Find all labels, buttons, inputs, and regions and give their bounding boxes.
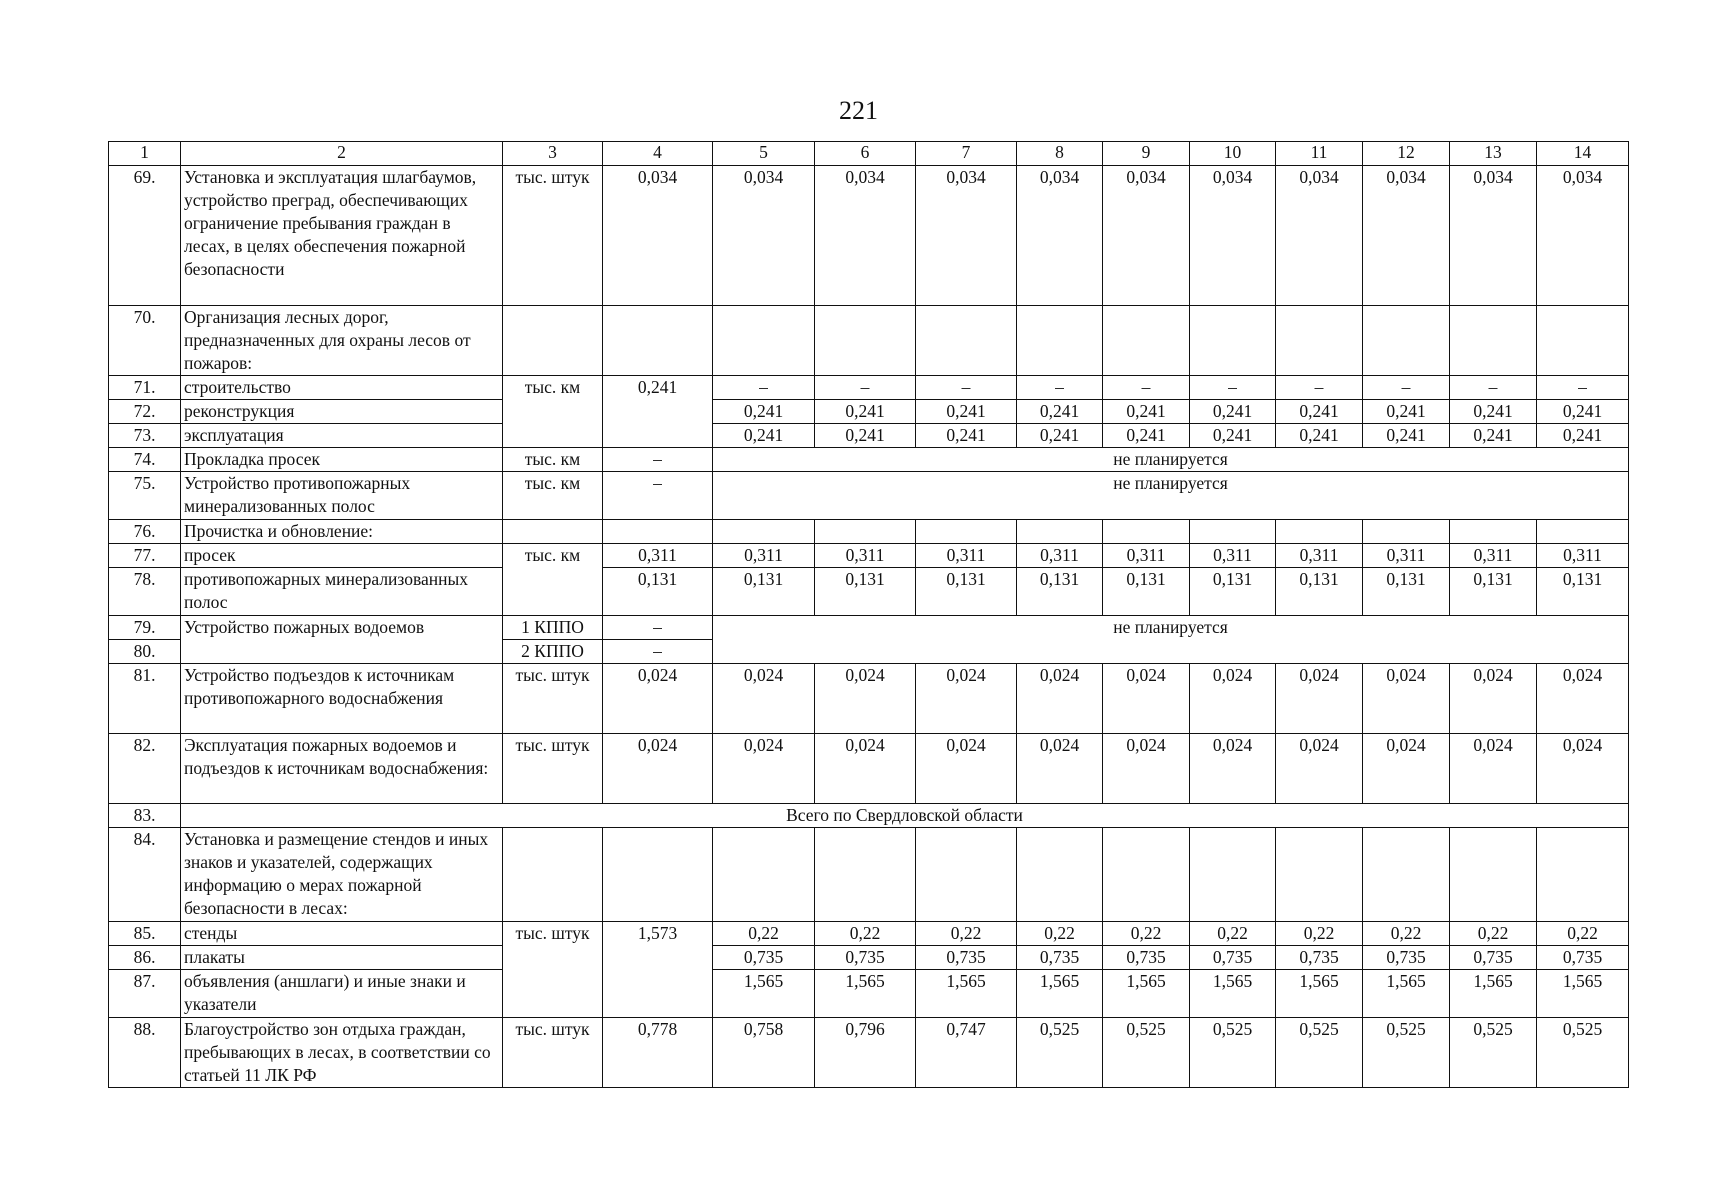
column-number: 13 [1450, 142, 1537, 166]
year-value: 0,131 [1450, 568, 1537, 616]
row-number: 87. [109, 970, 181, 1018]
row-number: 83. [109, 804, 181, 828]
row-number: 74. [109, 448, 181, 472]
column-number: 1 [109, 142, 181, 166]
year-value: 0,735 [1450, 946, 1537, 970]
table-row [109, 804, 1629, 828]
year-value: 0,034 [815, 166, 916, 306]
row-unit: 2 КППО [503, 640, 603, 664]
year-value: 0,024 [1276, 734, 1363, 804]
table-row [109, 166, 1629, 306]
year-value: 0,024 [1103, 664, 1190, 734]
year-value: – [1363, 376, 1450, 400]
year-value [815, 306, 916, 376]
year-value: 0,735 [1103, 946, 1190, 970]
year-value: 0,131 [1363, 568, 1450, 616]
row-number: 75. [109, 472, 181, 520]
year-value: 0,747 [916, 1018, 1017, 1088]
year-value: 0,758 [713, 1018, 815, 1088]
row-number: 86. [109, 946, 181, 970]
year-value: 0,024 [916, 734, 1017, 804]
table-row [109, 664, 1629, 734]
row-number: 70. [109, 306, 181, 376]
base-value: 0,131 [603, 568, 713, 616]
row-number: 79. [109, 616, 181, 640]
year-value: 1,565 [1450, 970, 1537, 1018]
column-number: 12 [1363, 142, 1450, 166]
year-value: 0,241 [1450, 424, 1537, 448]
base-value: 0,241 [603, 376, 713, 448]
year-value: 0,241 [1190, 400, 1276, 424]
row-name: реконструкция [181, 400, 503, 424]
section-title: Всего по Свердловской области [181, 804, 1629, 828]
table-row [109, 376, 1629, 400]
table-row [109, 472, 1629, 520]
year-value: 0,131 [1103, 568, 1190, 616]
row-name: Установка и эксплуатация шлагбаумов, устройство преград, обеспечивающих ограничение пребывания граждан в лесах, в целях обеспечения пожарной безопасности [181, 166, 503, 306]
year-value: 1,565 [713, 970, 815, 1018]
row-number: 69. [109, 166, 181, 306]
year-value: 1,565 [1276, 970, 1363, 1018]
year-value: 0,034 [1276, 166, 1363, 306]
table-row [109, 734, 1629, 804]
row-number: 84. [109, 828, 181, 922]
year-value: 0,241 [1103, 400, 1190, 424]
year-value: 1,565 [1017, 970, 1103, 1018]
base-value: – [603, 640, 713, 664]
year-value: 0,735 [1190, 946, 1276, 970]
row-unit: тыс. км [503, 472, 603, 520]
year-value: 0,024 [815, 664, 916, 734]
year-value: 0,034 [1537, 166, 1629, 306]
year-value: 0,241 [1363, 424, 1450, 448]
data-table [108, 141, 1629, 1088]
row-name: Прочистка и обновление: [181, 520, 503, 544]
year-value: 0,22 [713, 922, 815, 946]
row-name: стенды [181, 922, 503, 946]
row-number: 81. [109, 664, 181, 734]
year-value [1103, 306, 1190, 376]
row-name: эксплуатация [181, 424, 503, 448]
row-name: Устройство подъездов к источникам противопожарного водоснабжения [181, 664, 503, 734]
year-value: 0,241 [1017, 424, 1103, 448]
year-value [1450, 828, 1537, 922]
year-value: 0,241 [1450, 400, 1537, 424]
year-value [1537, 306, 1629, 376]
year-value [1276, 828, 1363, 922]
year-value: 0,311 [713, 544, 815, 568]
table-row [109, 306, 1629, 376]
not-planned-note: не планируется [713, 616, 1629, 664]
row-number: 88. [109, 1018, 181, 1088]
row-unit [503, 520, 603, 544]
year-value: 0,22 [815, 922, 916, 946]
base-value: – [603, 472, 713, 520]
year-value: 1,565 [916, 970, 1017, 1018]
year-value: 0,241 [1017, 400, 1103, 424]
year-value: 0,241 [815, 424, 916, 448]
year-value: 0,735 [1537, 946, 1629, 970]
base-value: 0,034 [603, 166, 713, 306]
year-value: 0,735 [916, 946, 1017, 970]
row-number: 73. [109, 424, 181, 448]
column-number: 10 [1190, 142, 1276, 166]
year-value [1363, 520, 1450, 544]
row-unit [503, 306, 603, 376]
year-value: – [713, 376, 815, 400]
base-value: 0,024 [603, 664, 713, 734]
year-value: 0,024 [916, 664, 1017, 734]
year-value [916, 828, 1017, 922]
year-value: 0,311 [1276, 544, 1363, 568]
year-value: 0,241 [1537, 400, 1629, 424]
base-value: 0,311 [603, 544, 713, 568]
year-value: 0,525 [1103, 1018, 1190, 1088]
year-value: 0,311 [1190, 544, 1276, 568]
base-value: – [603, 448, 713, 472]
year-value: 1,565 [815, 970, 916, 1018]
year-value: – [1450, 376, 1537, 400]
row-name: Устройство противопожарных минерализованных полос [181, 472, 503, 520]
page-number: 221 [839, 96, 878, 125]
year-value: 1,565 [1103, 970, 1190, 1018]
table-row [109, 946, 1629, 970]
year-value: 0,241 [1190, 424, 1276, 448]
row-unit: тыс. штук [503, 734, 603, 804]
row-name: противопожарных минерализованных полос [181, 568, 503, 616]
column-number: 11 [1276, 142, 1363, 166]
row-unit [503, 828, 603, 922]
column-number: 8 [1017, 142, 1103, 166]
year-value [1363, 306, 1450, 376]
year-value [1017, 828, 1103, 922]
table-row [109, 616, 1629, 640]
year-value: – [1537, 376, 1629, 400]
year-value [1190, 520, 1276, 544]
row-unit: тыс. штук [503, 166, 603, 306]
year-value: 0,034 [1103, 166, 1190, 306]
year-value: 0,311 [1363, 544, 1450, 568]
year-value: 0,525 [1190, 1018, 1276, 1088]
year-value [815, 828, 916, 922]
year-value: 0,241 [1363, 400, 1450, 424]
year-value: 0,034 [1017, 166, 1103, 306]
row-unit: тыс. км [503, 448, 603, 472]
table-row [109, 568, 1629, 616]
year-value: 0,241 [815, 400, 916, 424]
year-value [713, 520, 815, 544]
year-value: 0,024 [1103, 734, 1190, 804]
year-value: 0,034 [713, 166, 815, 306]
year-value: 0,024 [1537, 664, 1629, 734]
year-value: 0,034 [1363, 166, 1450, 306]
base-value: 0,024 [603, 734, 713, 804]
year-value: 0,024 [1537, 734, 1629, 804]
year-value: 0,024 [1363, 664, 1450, 734]
year-value: 0,024 [1017, 664, 1103, 734]
row-number: 82. [109, 734, 181, 804]
year-value: 0,024 [713, 664, 815, 734]
row-name: плакаты [181, 946, 503, 970]
row-unit: 1 КППО [503, 616, 603, 640]
year-value: 0,241 [916, 400, 1017, 424]
row-number: 78. [109, 568, 181, 616]
year-value: 0,024 [1450, 664, 1537, 734]
base-value: 1,573 [603, 922, 713, 1018]
row-number: 77. [109, 544, 181, 568]
row-unit: тыс. штук [503, 1018, 603, 1088]
column-number-row [109, 142, 1629, 166]
column-number: 4 [603, 142, 713, 166]
year-value: 0,131 [815, 568, 916, 616]
base-value [603, 828, 713, 922]
year-value: 0,024 [1190, 734, 1276, 804]
year-value: 0,22 [1450, 922, 1537, 946]
column-number: 14 [1537, 142, 1629, 166]
table-row [109, 1018, 1629, 1088]
year-value: 0,024 [1450, 734, 1537, 804]
row-name: Устройство пожарных водоемов [181, 616, 503, 664]
year-value: 1,565 [1190, 970, 1276, 1018]
base-value: 0,778 [603, 1018, 713, 1088]
year-value [1276, 306, 1363, 376]
year-value: 0,22 [1537, 922, 1629, 946]
column-number: 7 [916, 142, 1017, 166]
year-value [1190, 306, 1276, 376]
year-value: 0,735 [815, 946, 916, 970]
year-value [916, 520, 1017, 544]
not-planned-note: не планируется [713, 448, 1629, 472]
year-value: 0,735 [1363, 946, 1450, 970]
year-value: – [1190, 376, 1276, 400]
year-value [1276, 520, 1363, 544]
table-row [109, 400, 1629, 424]
year-value [916, 306, 1017, 376]
year-value: 0,024 [1363, 734, 1450, 804]
year-value [1190, 828, 1276, 922]
table-row [109, 970, 1629, 1018]
year-value [1450, 520, 1537, 544]
year-value: 0,241 [1537, 424, 1629, 448]
year-value: 0,22 [1103, 922, 1190, 946]
year-value: – [1103, 376, 1190, 400]
year-value: 0,241 [1103, 424, 1190, 448]
row-unit: тыс. штук [503, 664, 603, 734]
year-value: 0,241 [1276, 400, 1363, 424]
table-row [109, 922, 1629, 946]
year-value: – [916, 376, 1017, 400]
year-value: 0,034 [1190, 166, 1276, 306]
row-name: просек [181, 544, 503, 568]
column-number: 3 [503, 142, 603, 166]
year-value [1017, 520, 1103, 544]
year-value: 0,525 [1450, 1018, 1537, 1088]
year-value: – [1276, 376, 1363, 400]
year-value: 0,131 [1537, 568, 1629, 616]
year-value: 0,131 [916, 568, 1017, 616]
year-value [713, 306, 815, 376]
row-name: строительство [181, 376, 503, 400]
year-value: 0,311 [916, 544, 1017, 568]
row-unit: тыс. км [503, 376, 603, 448]
row-number: 80. [109, 640, 181, 664]
row-name: Установка и размещение стендов и иных знаков и указателей, содержащих информацию о мерах пожарной безопасности в лесах: [181, 828, 503, 922]
year-value: 0,241 [916, 424, 1017, 448]
row-name: Прокладка просек [181, 448, 503, 472]
year-value: 0,735 [1017, 946, 1103, 970]
year-value: 0,034 [916, 166, 1017, 306]
year-value: 0,311 [1537, 544, 1629, 568]
year-value: – [815, 376, 916, 400]
row-number: 72. [109, 400, 181, 424]
year-value [1103, 520, 1190, 544]
row-unit: тыс. штук [503, 922, 603, 1018]
year-value: 0,131 [1276, 568, 1363, 616]
year-value [713, 828, 815, 922]
year-value: 1,565 [1363, 970, 1450, 1018]
year-value [1537, 520, 1629, 544]
column-number: 6 [815, 142, 916, 166]
column-number: 2 [181, 142, 503, 166]
base-value [603, 306, 713, 376]
year-value [1103, 828, 1190, 922]
year-value: 0,525 [1363, 1018, 1450, 1088]
year-value [815, 520, 916, 544]
row-name: Благоустройство зон отдыха граждан, пребывающих в лесах, в соответствии со статьей 11 ЛК РФ [181, 1018, 503, 1088]
year-value: 0,131 [713, 568, 815, 616]
row-number: 76. [109, 520, 181, 544]
year-value: 0,024 [1276, 664, 1363, 734]
table-row [109, 448, 1629, 472]
year-value: 0,024 [1017, 734, 1103, 804]
year-value [1450, 306, 1537, 376]
year-value: 1,565 [1537, 970, 1629, 1018]
year-value: 0,311 [1103, 544, 1190, 568]
table-row [109, 828, 1629, 922]
row-name: объявления (аншлаги) и иные знаки и указатели [181, 970, 503, 1018]
year-value: 0,22 [1190, 922, 1276, 946]
year-value: 0,22 [1363, 922, 1450, 946]
year-value: 0,735 [1276, 946, 1363, 970]
year-value: 0,131 [1017, 568, 1103, 616]
row-number: 85. [109, 922, 181, 946]
table-row [109, 520, 1629, 544]
year-value: 0,796 [815, 1018, 916, 1088]
year-value: 0,241 [1276, 424, 1363, 448]
year-value [1537, 828, 1629, 922]
row-unit: тыс. км [503, 544, 603, 616]
year-value: 0,311 [1450, 544, 1537, 568]
year-value: 0,735 [713, 946, 815, 970]
year-value: 0,024 [1190, 664, 1276, 734]
year-value: 0,024 [713, 734, 815, 804]
year-value: 0,034 [1450, 166, 1537, 306]
year-value: 0,311 [1017, 544, 1103, 568]
not-planned-note: не планируется [713, 472, 1629, 520]
column-number: 5 [713, 142, 815, 166]
year-value: 0,22 [916, 922, 1017, 946]
year-value: 0,311 [815, 544, 916, 568]
column-number: 9 [1103, 142, 1190, 166]
row-number: 71. [109, 376, 181, 400]
year-value [1017, 306, 1103, 376]
year-value: – [1017, 376, 1103, 400]
year-value [1363, 828, 1450, 922]
year-value: 0,131 [1190, 568, 1276, 616]
year-value: 0,22 [1276, 922, 1363, 946]
base-value [603, 520, 713, 544]
base-value: – [603, 616, 713, 640]
table-row [109, 544, 1629, 568]
year-value: 0,241 [713, 424, 815, 448]
table-row [109, 424, 1629, 448]
year-value: 0,525 [1276, 1018, 1363, 1088]
year-value: 0,525 [1537, 1018, 1629, 1088]
row-name: Эксплуатация пожарных водоемов и подъездов к источникам водоснабжения: [181, 734, 503, 804]
year-value: 0,22 [1017, 922, 1103, 946]
row-name: Организация лесных дорог, предназначенных для охраны лесов от пожаров: [181, 306, 503, 376]
year-value: 0,241 [713, 400, 815, 424]
year-value: 0,024 [815, 734, 916, 804]
year-value: 0,525 [1017, 1018, 1103, 1088]
